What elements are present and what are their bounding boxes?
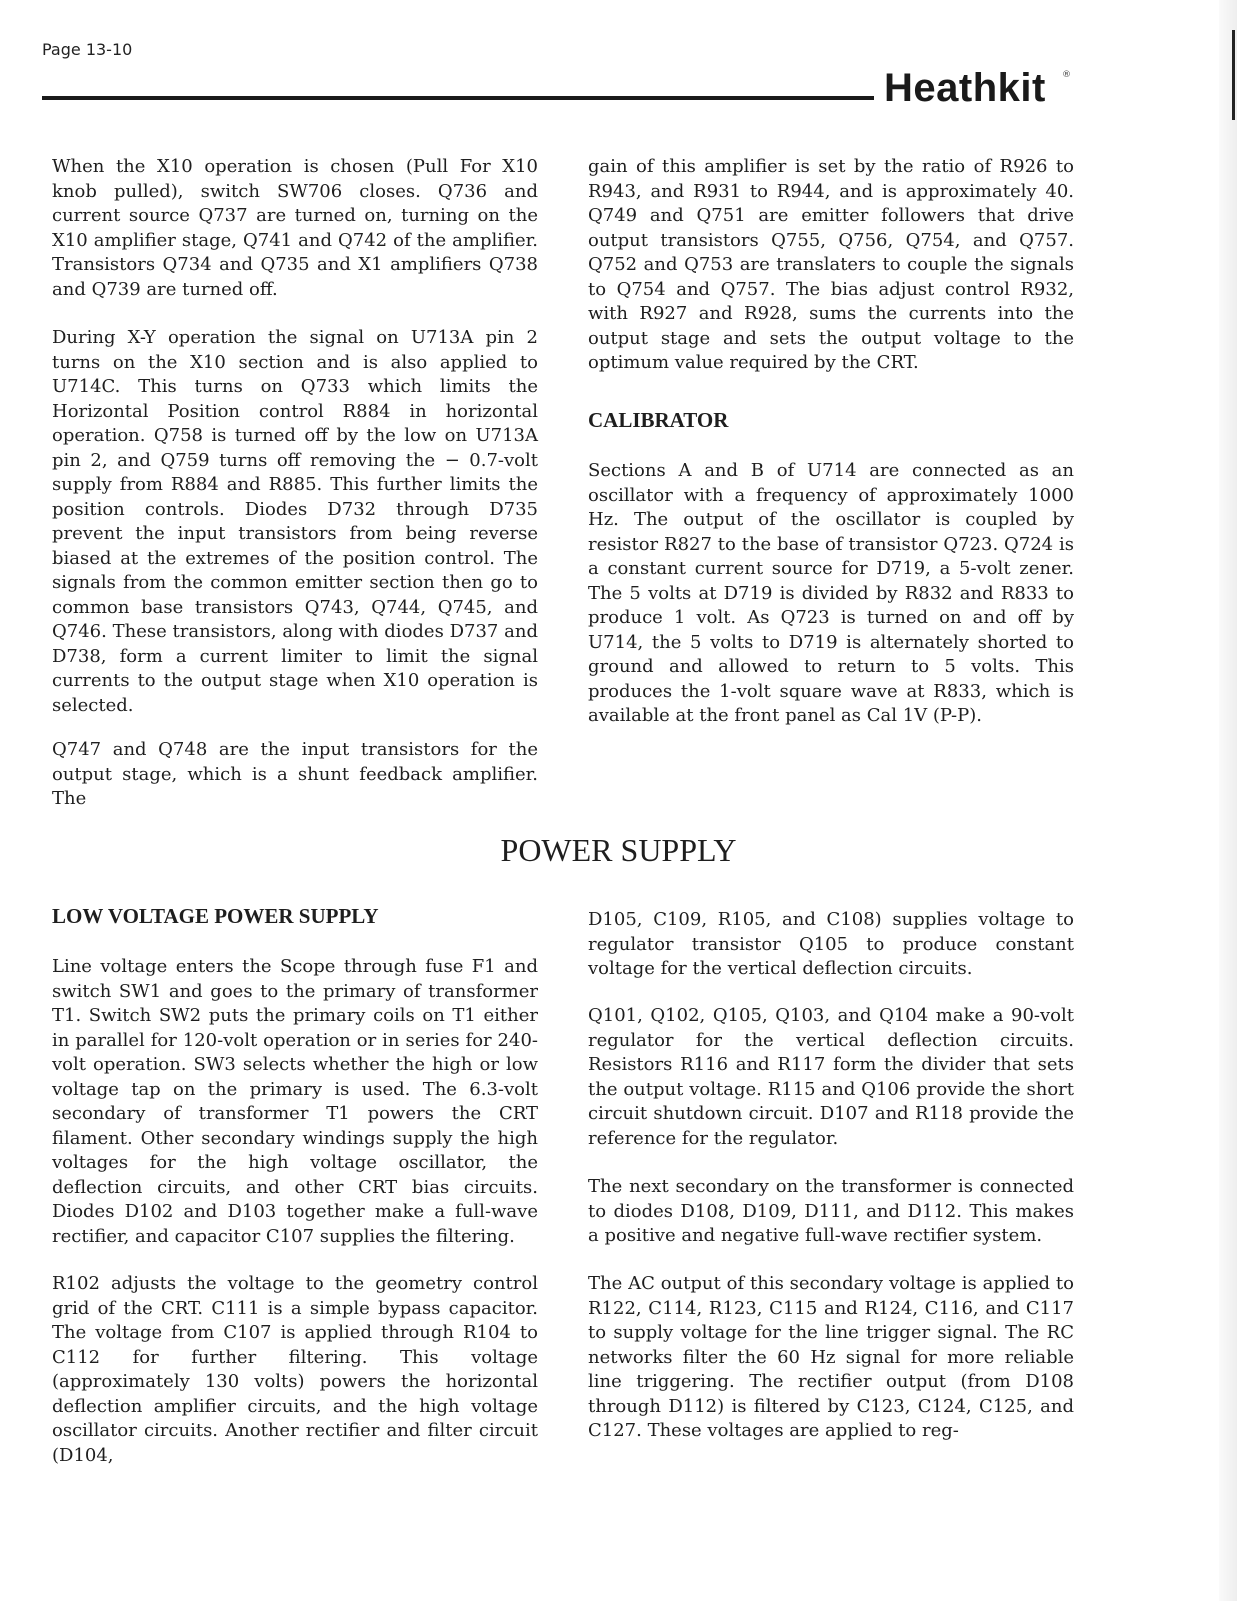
paragraph-line-voltage: Line voltage enters the Scope through fuse F1 and switch SW1 and goes to the primary of transformer T1. Switch SW2 puts the primary coils on T1 either in parallel for 120-volt operation or in series for 240-volt operation. SW3 selects whether the high or low voltage tap on the primary is used. The 6.3-volt secondary of transformer T1 powers the CRT filament. Other secondary windings supply the high voltages for the high voltage oscillator, the deflection circuits, and other CRT bias circuits. Diodes D102 and D103 together make a full-wave rectifier, and capacitor C107 supplies the filtering.: [52, 956, 538, 1247]
calibrator-heading: CALIBRATOR: [588, 408, 729, 432]
registered-mark: ®: [1062, 70, 1071, 80]
page-edge-shadow: [1219, 0, 1237, 1601]
header-rule: [42, 96, 874, 100]
paragraph-90-volt-regulator: Q101, Q102, Q105, Q103, and Q104 make a 90-volt regulator for the vertical deflection circuits. Resistors R116 and R117 form the divider that sets the output voltage. R115 and Q106 provide the short circuit shutdown circuit. D107 and R118 provide the reference for the regulator.: [588, 1005, 1074, 1149]
paragraph-r102: R102 adjusts the voltage to the geometry control grid of the CRT. C111 is a simple bypass capacitor. The voltage from C107 is applied through R104 to C112 for further filtering. This voltage (approximately 130 volts) powers the horizontal deflection amplifier circuits, and the high voltage oscillator circuits. Another rectifier and filter circuit (D104,: [52, 1273, 538, 1466]
section-title: POWER SUPPLY: [500, 832, 737, 868]
low-voltage-heading: LOW VOLTAGE POWER SUPPLY: [52, 904, 379, 928]
page-number: Page 13-10: [42, 40, 133, 59]
paragraph-amplifier-gain: gain of this amplifier is set by the ratio of R926 to R943, and R931 to R944, and is approximately 40. Q749 and Q751 are emitter followers that drive output transistors Q755, Q756, Q754, and Q757. Q752 and Q753 are translaters to couple the signals to Q754 and Q757. The bias adjust control R932, with R927 and R928, sums the currents into the output stage and sets the output voltage to the optimum value required by the CRT.: [588, 156, 1074, 373]
paragraph-ac-output: The AC output of this secondary voltage is applied to R122, C114, R123, C115 and R124, C116, and C117 to supply voltage for the line trigger signal. The RC networks filter the 60 Hz signal for more reliable line triggering. The rectifier output (from D108 through D112) is filtered by C123, C124, C125, and C127. These voltages are applied to reg-: [588, 1273, 1074, 1441]
paragraph-regulator-voltage: D105, C109, R105, and C108) supplies voltage to regulator transistor Q105 to produce constant voltage for the vertical deflection circuits.: [588, 909, 1074, 979]
paragraph-output-stage: Q747 and Q748 are the input transistors for the output stage, which is a shunt feedback amplifier. The: [52, 739, 538, 809]
paragraph-next-secondary: The next secondary on the transformer is connected to diodes D108, D109, D111, and D112. This makes a positive and negative full-wave rectifier system.: [588, 1176, 1074, 1246]
paragraph-xy-operation: During X-Y operation the signal on U713A pin 2 turns on the X10 section and is also applied to U714C. This turns on Q733 which limits the Horizontal Position control R884 in horizontal operation. Q758 is turned off by the low on U713A pin 2, and Q759 turns off removing the − 0.7-volt supply from R884 and R885. This further limits the position controls. Diodes D732 through D735 prevent the input transistors from being reverse biased at the extremes of the position control. The signals from the common emitter section then go to common base transistors Q743, Q744, Q745, and Q746. These transistors, along with diodes D737 and D738, form a current limiter to limit the signal currents to the output stage when X10 operation is selected.: [52, 327, 538, 716]
scan-edge-mark: [1232, 30, 1235, 120]
paragraph-calibrator: Sections A and B of U714 are connected as an oscillator with a frequency of approximately 1000 Hz. The output of the oscillator is coupled by resistor R827 to the base of transistor Q723. Q724 is a constant current source for D719, a 5-volt zener. The 5 volts at D719 is divided by R832 and R833 to produce 1 volt. As Q723 is turned on and off by U714, the 5 volts to D719 is alternately shorted to ground and allowed to return to 5 volts. This produces the 1-volt square wave at R833, which is available at the front panel as Cal 1V (P-P).: [588, 460, 1074, 726]
brand-logo: Heathkit: [884, 66, 1046, 110]
paragraph-x10-operation: When the X10 operation is chosen (Pull For X10 knob pulled), switch SW706 closes. Q736 and current source Q737 are turned on, turning on the X10 amplifier stage, Q741 and Q742 of the amplifier. Transistors Q734 and Q735 and X1 amplifiers Q738 and Q739 are turned off.: [52, 156, 538, 300]
